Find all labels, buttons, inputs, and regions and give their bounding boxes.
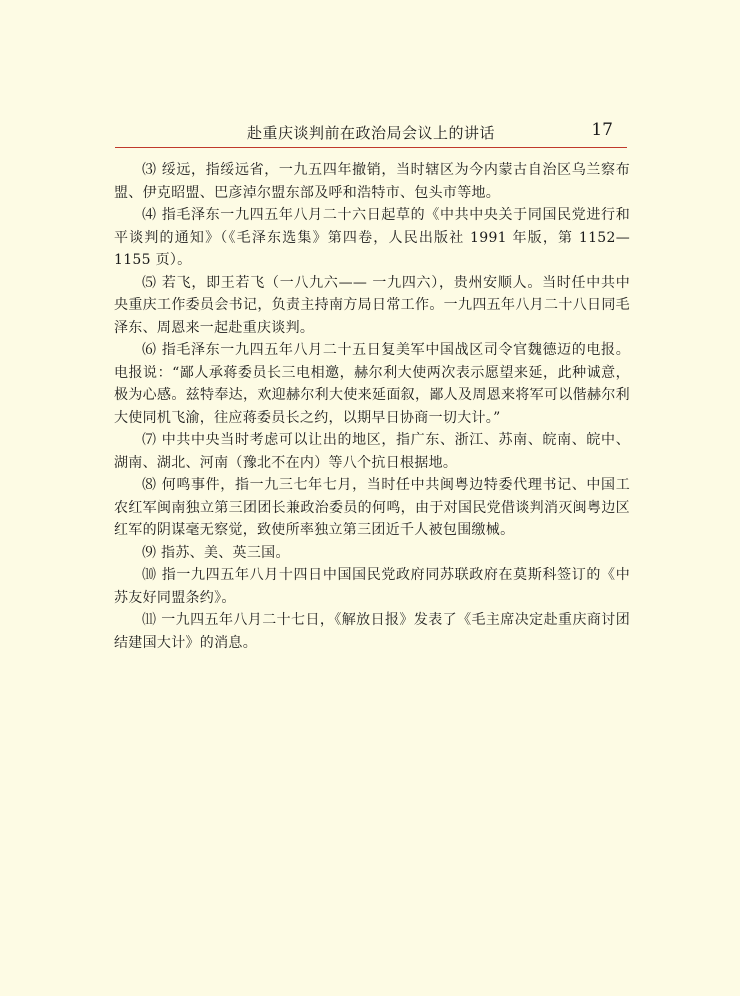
endnote-8: ⑻ 何鸣事件，指一九三七年七月，当时任中共闽粤边特委代理书记、中国工农红军闽南独立第三团团长兼政治委员的何鸣，由于对国民党借谈判消灭闽粤边区红军的阴谋毫无察觉，致使所率独立第三团近千人被包围缴械。 bbox=[114, 477, 630, 538]
endnote-3: ⑶ 绥远，指绥远省，一九五四年撤销，当时辖区为今内蒙古自治区乌兰察布盟、伊克昭盟、巴彦淖尔盟东部及呼和浩特市、包头市等地。 bbox=[114, 162, 630, 201]
running-header-title: 赴重庆谈判前在政治局会议上的讲话 bbox=[246, 124, 495, 142]
header-divider bbox=[115, 147, 627, 148]
endnote-10: ⑽ 指一九四五年八月十四日中国国民党政府同苏联政府在莫斯科签订的《中苏友好同盟条约》。 bbox=[114, 567, 630, 606]
endnotes bbox=[114, 159, 630, 654]
page-number: 17 bbox=[591, 120, 613, 140]
endnote-5: ⑸ 若飞，即王若飞（一八九六—— 一九四六），贵州安顺人。当时任中共中央重庆工作委员会书记，负责主持南方局日常工作。一九四五年八月二十八日同毛泽东、周恩来一起赴重庆谈判。 bbox=[114, 274, 630, 336]
endnote-6: ⑹ 指毛泽东一九四五年八月二十五日复美军中国战区司令官魏德迈的电报。电报说：“鄙人承蒋委员长三电相邀，赫尔利大使两次表示愿望来延，此种诚意，极为心感。兹特奉达，欢迎赫尔利大使来延面叙，鄙人及周恩来将军可以偕赫尔利大使同机飞渝，往应蒋委员长之约，以期早日协商一切大计。” bbox=[114, 342, 630, 426]
endnote-11: ⑾ 一九四五年八月二十七日，《解放日报》发表了《毛主席决定赴重庆商讨团结建国大计》的消息。 bbox=[114, 612, 630, 651]
running-header bbox=[115, 118, 627, 148]
endnote-4: ⑷ 指毛泽东一九四五年八月二十六日起草的《中共中央关于同国民党进行和平谈判的通知》（《毛泽东选集》第四卷，人民出版社 1991 年版，第 1152—1155 页）。 bbox=[114, 207, 630, 268]
endnote-7: ⑺ 中共中央当时考虑可以让出的地区，指广东、浙江、苏南、皖南、皖中、湖南、湖北、河南（豫北不在内）等八个抗日根据地。 bbox=[114, 432, 630, 471]
endnote-9: ⑼ 指苏、美、英三国。 bbox=[142, 544, 290, 561]
